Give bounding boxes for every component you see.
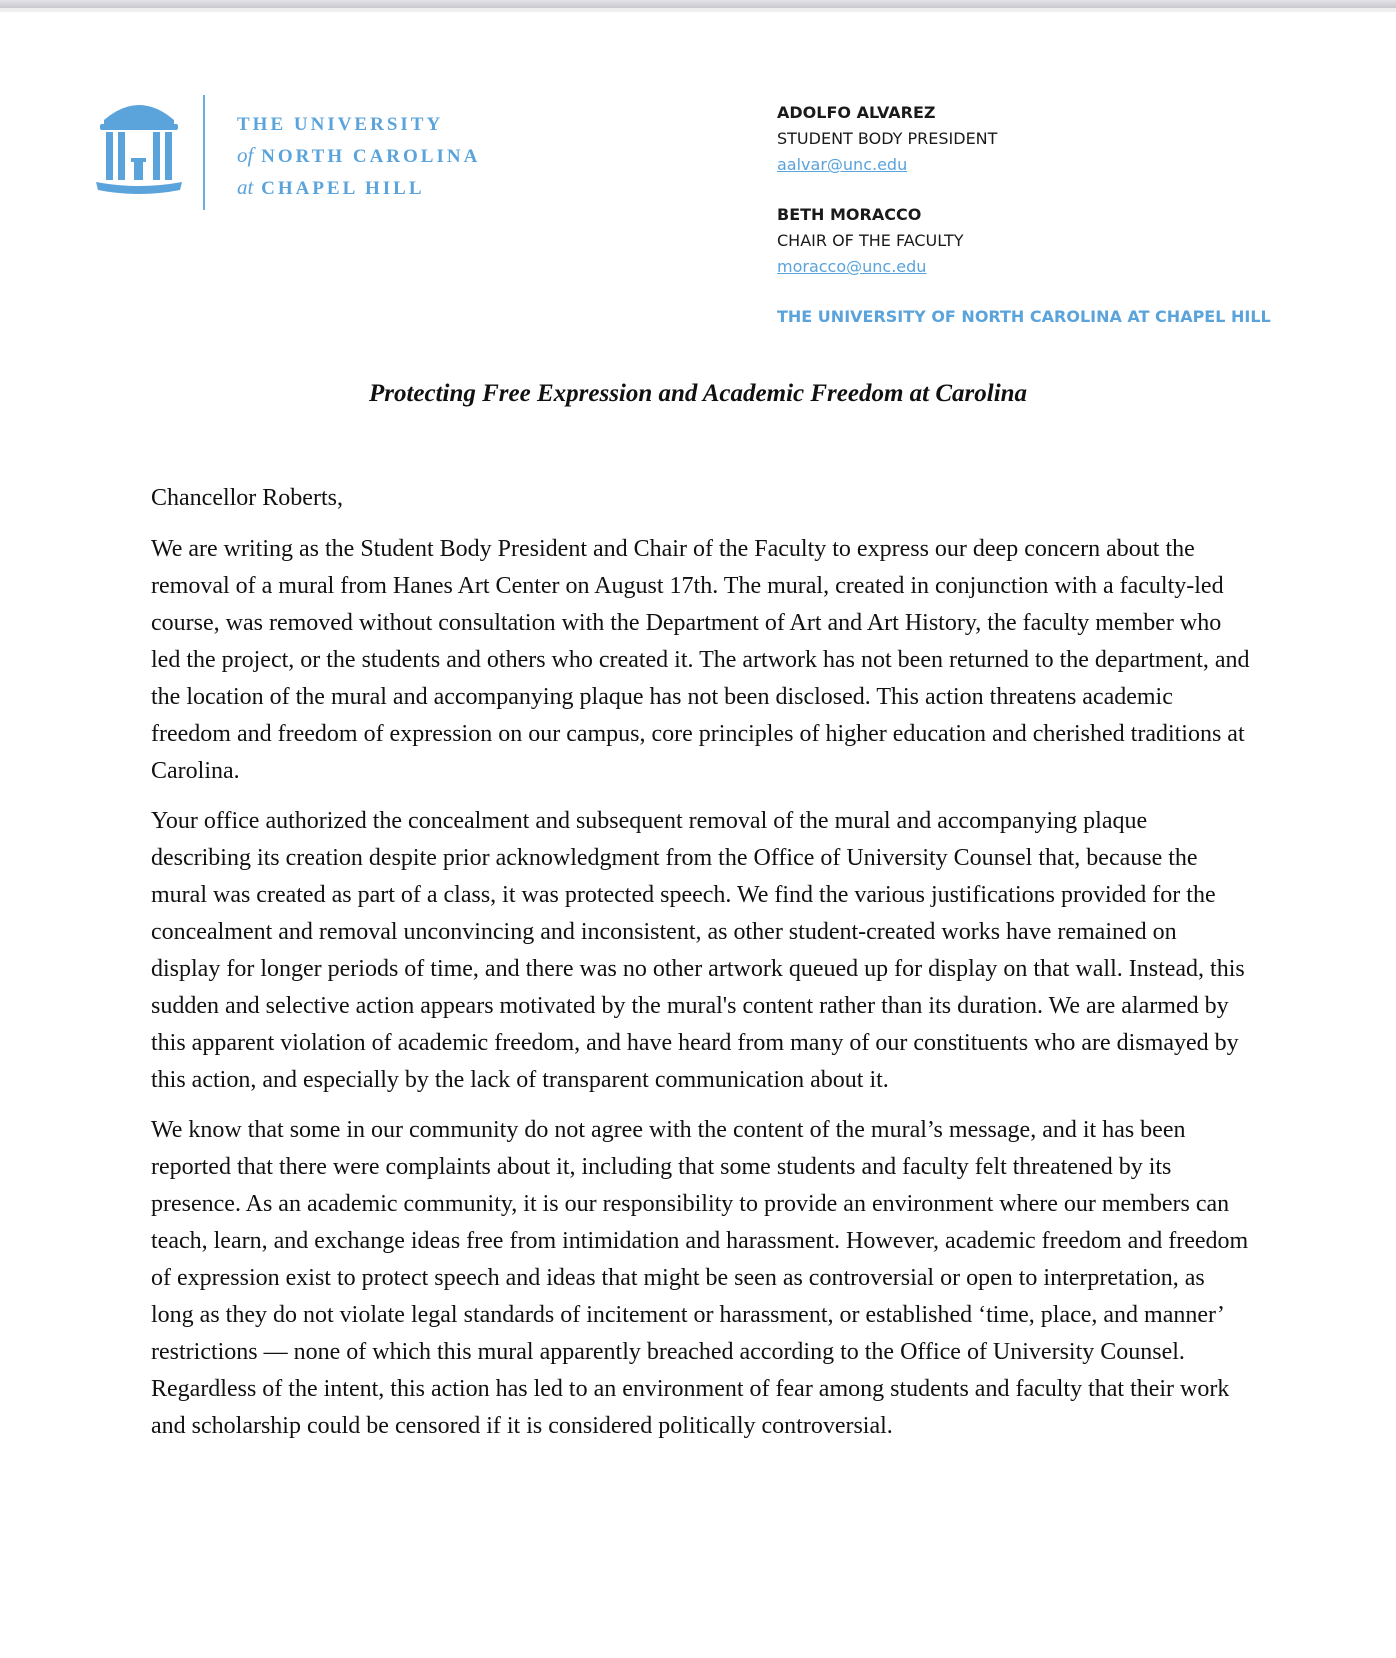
window-top-bar	[0, 0, 1396, 8]
wordmark-line-1: THE UNIVERSITY	[237, 114, 444, 135]
paragraph-2: Your office authorized the concealment and subsequent removal of the mural and accompanying plaque describing its creation despite prior acknowledgment from the Office of University Counsel that, because the mural was created as part of a class, it was protected speech. We find the various justifications provided for the concealment and removal unconvincing and inconsistent, as other student-created works have remained on display for longer periods of time, and there was no other artwork queued up for display on that wall. Instead, this sudden and selective action appears motivated by the mural's content rather than its duration. We are alarmed by this apparent violation of academic freedom, and have heard from many of our constituents who are dismayed by this action, and especially by the lack of transparent communication about it.	[151, 808, 1245, 1093]
contact-title: CHAIR OF THE FACULTY	[777, 231, 964, 250]
wordmark-line-3: at CHAPEL HILL	[237, 175, 425, 199]
paragraph-1: We are writing as the Student Body President and Chair of the Faculty to express our deep concern about the removal of a mural from Hanes Art Center on August 17th. The mural, created in conjunction with a faculty-led course, was removed without consultation with the Department of Art and Art History, the faculty member who led the project, or the students and others who created it. The artwork has not been returned to the department, and the location of the mural and accompanying plaque has not been disclosed. This action threatens academic freedom and freedom of expression on our campus, core principles of higher education and cherished traditions at Carolina.	[151, 536, 1250, 784]
letterhead-contacts	[777, 100, 1271, 330]
letter-title: Protecting Free Expression and Academic Freedom at Carolina	[368, 380, 1028, 407]
logo-divider	[203, 95, 205, 210]
contact-email-link[interactable]: aalvar@unc.edu	[777, 155, 908, 174]
window-top-divider	[0, 8, 1396, 12]
contact-block-student-president	[777, 100, 1271, 178]
salutation: Chancellor Roberts,	[151, 485, 343, 511]
wordmark-line-2: of NORTH CAROLINA	[237, 143, 481, 167]
old-well-icon	[94, 98, 184, 196]
university-wordmark	[237, 110, 480, 204]
contact-name: ADOLFO ALVAREZ	[777, 103, 936, 122]
paragraph-3: We know that some in our community do not agree with the content of the mural’s message, and it has been reported that there were complaints about it, including that some students and faculty felt threatened by its presence. As an academic community, it is our responsibility to provide an environment where our members can teach, learn, and exchange ideas free from intimidation and harassment. However, academic freedom and freedom of expression exist to protect speech and ideas that might be seen as controversial or open to interpretation, as long as they do not violate legal standards of incitement or harassment, or established ‘time, place, and manner’ restrictions — none of which this mural apparently breached according to the Office of University Counsel. Regardless of the intent, this action has led to an environment of fear among students and faculty that their work and scholarship could be censored if it is considered politically controversial.	[151, 1117, 1249, 1439]
contact-name: BETH MORACCO	[777, 205, 922, 224]
letter-body	[151, 480, 1251, 1458]
contact-title: STUDENT BODY PRESIDENT	[777, 129, 998, 148]
institution-name: THE UNIVERSITY OF NORTH CAROLINA AT CHAPEL HILL	[777, 307, 1271, 326]
contact-block-faculty-chair	[777, 202, 1271, 280]
contact-email-link[interactable]: moracco@unc.edu	[777, 257, 927, 276]
